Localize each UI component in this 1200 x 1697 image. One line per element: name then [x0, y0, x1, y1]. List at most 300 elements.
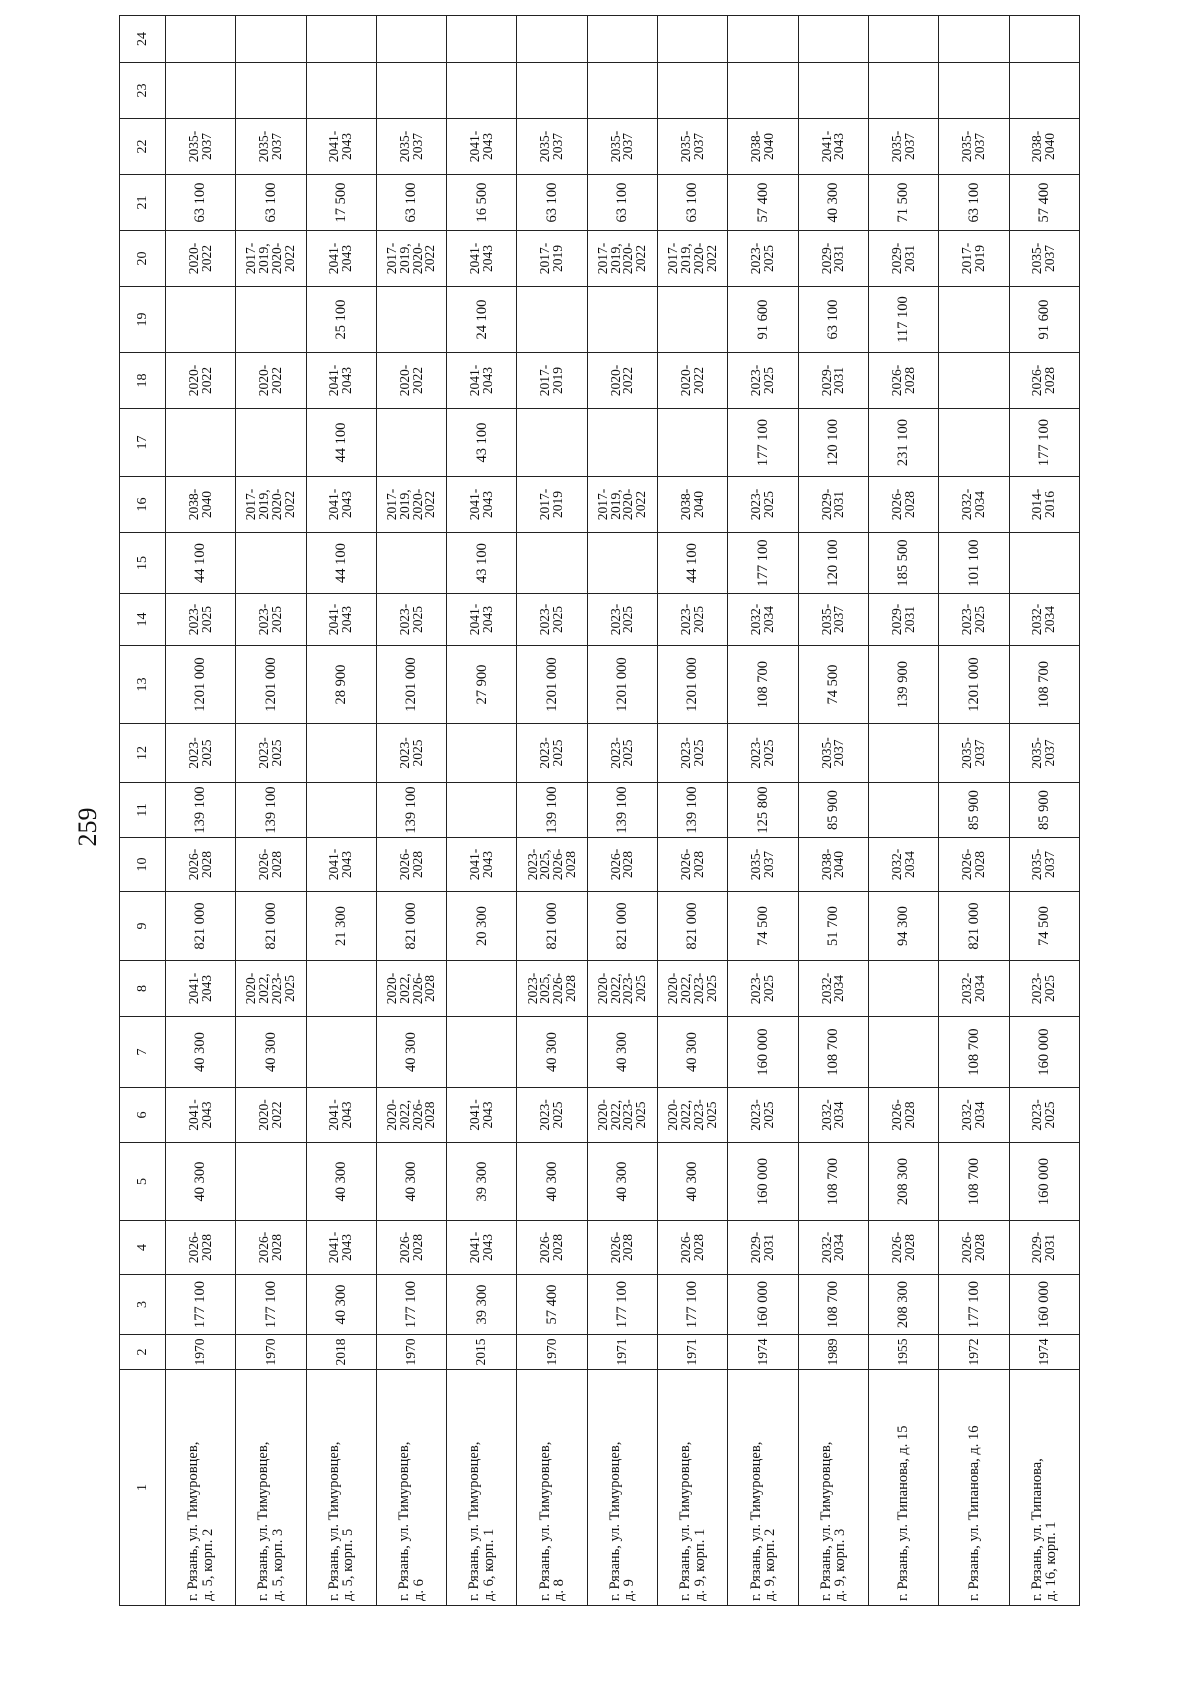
table-cell: 57 400	[517, 1275, 587, 1335]
table-cell: 2038- 2040	[1009, 119, 1079, 175]
address-cell: г. Рязань, ул. Тимуровцев, д. 9, корп. 3	[798, 1370, 868, 1606]
table-cell	[939, 16, 1009, 63]
table-row	[1009, 16, 1079, 1606]
table-cell: 2041- 2043	[306, 119, 376, 175]
table-cell: 43 100	[447, 409, 517, 477]
table-cell: 2026- 2028	[166, 1221, 236, 1275]
table-cell: 2023- 2025	[728, 724, 798, 783]
table-cell: 2035- 2037	[658, 119, 728, 175]
table-cell: 91 600	[1009, 287, 1079, 353]
address-cell: г. Рязань, ул. Тимуровцев, д. 5, корп. 2	[166, 1370, 236, 1606]
table-cell: 108 700	[939, 1017, 1009, 1088]
column-header: 20	[120, 231, 166, 287]
column-header: 11	[120, 783, 166, 838]
table-cell: 2026- 2028	[376, 838, 446, 892]
table-cell	[1009, 533, 1079, 594]
table-row	[517, 16, 587, 1606]
table-cell: 108 700	[798, 1275, 868, 1335]
table-cell: 40 300	[517, 1143, 587, 1221]
address-cell: г. Рязань, ул. Типанова, д. 16	[939, 1370, 1009, 1606]
table-cell: 2038- 2040	[658, 477, 728, 533]
column-header: 3	[120, 1275, 166, 1335]
table-cell: 40 300	[236, 1017, 306, 1088]
table-cell	[658, 409, 728, 477]
table-cell: 2038- 2040	[166, 477, 236, 533]
table-cell: 2041- 2043	[306, 1088, 376, 1143]
address-cell: г. Рязань, ул. Тимуровцев, д. 5, корп. 5	[306, 1370, 376, 1606]
table-cell: 231 100	[868, 409, 938, 477]
table-cell	[728, 63, 798, 119]
table-cell: 2020- 2022, 2023- 2025	[236, 961, 306, 1017]
table-cell: 108 700	[728, 646, 798, 724]
table-cell	[587, 409, 657, 477]
table-cell	[517, 287, 587, 353]
table-cell: 2017- 2019	[939, 231, 1009, 287]
table-cell	[868, 1017, 938, 1088]
table-cell: 2023- 2025	[517, 594, 587, 646]
table-cell: 2026- 2028	[868, 477, 938, 533]
table-cell	[376, 287, 446, 353]
table-cell: 2038- 2040	[798, 838, 868, 892]
table-cell: 94 300	[868, 892, 938, 961]
table-cell: 177 100	[587, 1275, 657, 1335]
table-row	[587, 16, 657, 1606]
table-cell: 2017- 2019, 2020- 2022	[236, 231, 306, 287]
table-cell: 2020- 2022	[166, 353, 236, 409]
table-cell: 2035- 2037	[517, 119, 587, 175]
column-header: 12	[120, 724, 166, 783]
table-cell: 2020- 2022	[587, 353, 657, 409]
table-cell: 2020- 2022, 2023- 2025	[658, 961, 728, 1017]
table-cell: 2023- 2025, 2026- 2028	[517, 961, 587, 1017]
table-cell	[728, 16, 798, 63]
table-cell: 2023- 2025	[517, 1088, 587, 1143]
table-cell: 108 700	[798, 1143, 868, 1221]
table-cell: 2017- 2019, 2020- 2022	[587, 231, 657, 287]
table-cell	[306, 63, 376, 119]
table-cell: 208 300	[868, 1275, 938, 1335]
table-cell: 2023- 2025	[517, 724, 587, 783]
table-cell: 1970	[166, 1335, 236, 1370]
table-cell: 17 500	[306, 175, 376, 231]
table-cell: 44 100	[166, 533, 236, 594]
page-number: 259	[73, 807, 102, 847]
column-header: 4	[120, 1221, 166, 1275]
table-cell: 2041- 2043	[166, 961, 236, 1017]
table-cell: 2018	[306, 1335, 376, 1370]
table-cell	[1009, 63, 1079, 119]
table-row	[658, 16, 728, 1606]
table-cell: 108 700	[1009, 646, 1079, 724]
table-cell: 120 100	[798, 409, 868, 477]
table-cell: 2017- 2019	[517, 231, 587, 287]
table-row	[868, 16, 938, 1606]
table-cell	[447, 63, 517, 119]
table-cell: 2020- 2022	[658, 353, 728, 409]
table-cell	[306, 724, 376, 783]
table-cell	[236, 287, 306, 353]
address-cell: г. Рязань, ул. Тимуровцев, д. 9, корп. 1	[658, 1370, 728, 1606]
address-cell: г. Рязань, ул. Типанова, д. 15	[868, 1370, 938, 1606]
table-cell: 2029- 2031	[798, 477, 868, 533]
table-cell: 1974	[1009, 1335, 1079, 1370]
table-cell: 74 500	[1009, 892, 1079, 961]
table-cell	[236, 1143, 306, 1221]
table-cell: 40 300	[798, 175, 868, 231]
table-cell: 2020- 2022	[236, 353, 306, 409]
table-cell: 139 900	[868, 646, 938, 724]
table-cell: 1201 000	[658, 646, 728, 724]
table-cell: 2041- 2043	[447, 1088, 517, 1143]
table-cell: 2041- 2043	[306, 594, 376, 646]
table-cell: 2035- 2037	[798, 724, 868, 783]
table-cell: 177 100	[728, 409, 798, 477]
table-cell	[868, 63, 938, 119]
table-cell: 2023- 2025	[1009, 961, 1079, 1017]
table-cell: 1989	[798, 1335, 868, 1370]
address-cell: г. Рязань, ул. Тимуровцев, д. 5, корп. 3	[236, 1370, 306, 1606]
table-cell: 2041- 2043	[306, 231, 376, 287]
table-cell: 2041- 2043	[447, 353, 517, 409]
table-cell: 2023- 2025	[587, 724, 657, 783]
table-cell: 821 000	[166, 892, 236, 961]
table-cell: 2026- 2028	[868, 353, 938, 409]
table-cell: 139 100	[376, 783, 446, 838]
column-header: 17	[120, 409, 166, 477]
table-cell: 2023- 2025, 2026- 2028	[517, 838, 587, 892]
address-cell: г. Рязань, ул. Типанова, д. 16, корп. 1	[1009, 1370, 1079, 1606]
table-cell: 2017- 2019, 2020- 2022	[587, 477, 657, 533]
table-cell: 177 100	[658, 1275, 728, 1335]
table-cell: 2014- 2016	[1009, 477, 1079, 533]
table-cell: 63 100	[376, 175, 446, 231]
table-cell: 2035- 2037	[798, 594, 868, 646]
table-cell: 2032- 2034	[939, 477, 1009, 533]
table-cell: 2023- 2025	[587, 594, 657, 646]
table-cell: 2015	[447, 1335, 517, 1370]
table-cell: 85 900	[939, 783, 1009, 838]
table-cell	[587, 63, 657, 119]
table-cell: 2035- 2037	[868, 119, 938, 175]
table-cell: 177 100	[236, 1275, 306, 1335]
table-cell	[306, 1017, 376, 1088]
table-cell: 2026- 2028	[868, 1221, 938, 1275]
table-row	[306, 16, 376, 1606]
table-container	[119, 32, 1080, 1606]
table-cell: 71 500	[868, 175, 938, 231]
column-header: 22	[120, 119, 166, 175]
table-cell	[1009, 16, 1079, 63]
table-cell: 2041- 2043	[306, 477, 376, 533]
table-cell	[236, 409, 306, 477]
table-cell: 2023- 2025	[236, 724, 306, 783]
table-cell: 160 000	[1009, 1275, 1079, 1335]
table-cell: 2023- 2025	[166, 724, 236, 783]
column-header: 19	[120, 287, 166, 353]
table-row	[376, 16, 446, 1606]
table-cell: 2026- 2028	[868, 1088, 938, 1143]
table-cell: 208 300	[868, 1143, 938, 1221]
table-cell: 125 800	[728, 783, 798, 838]
table-cell: 2020- 2022	[236, 1088, 306, 1143]
table-cell: 821 000	[376, 892, 446, 961]
table-cell: 2035- 2037	[236, 119, 306, 175]
table-row	[236, 16, 306, 1606]
column-header: 5	[120, 1143, 166, 1221]
table-cell: 2032- 2034	[798, 961, 868, 1017]
table-cell: 2026- 2028	[517, 1221, 587, 1275]
table-cell: 2032- 2034	[939, 961, 1009, 1017]
table-cell: 44 100	[306, 409, 376, 477]
table-cell: 40 300	[587, 1143, 657, 1221]
table-cell: 2041- 2043	[306, 353, 376, 409]
table-cell: 2023- 2025	[939, 594, 1009, 646]
table-row	[939, 16, 1009, 1606]
table-cell: 1201 000	[166, 646, 236, 724]
table-cell: 1971	[658, 1335, 728, 1370]
table-cell: 2026- 2028	[939, 838, 1009, 892]
table-cell: 139 100	[658, 783, 728, 838]
column-header: 18	[120, 353, 166, 409]
table-cell	[939, 353, 1009, 409]
table-cell: 2023- 2025	[728, 961, 798, 1017]
table-cell	[658, 16, 728, 63]
table-cell: 2020- 2022, 2023- 2025	[658, 1088, 728, 1143]
table-cell: 63 100	[798, 287, 868, 353]
table-cell: 44 100	[658, 533, 728, 594]
table-cell	[587, 16, 657, 63]
table-cell: 40 300	[658, 1017, 728, 1088]
table-cell: 139 100	[236, 783, 306, 838]
table-cell: 2035- 2037	[376, 119, 446, 175]
address-cell: г. Рязань, ул. Тимуровцев, д. 9, корп. 2	[728, 1370, 798, 1606]
table-cell: 40 300	[517, 1017, 587, 1088]
table-cell: 2029- 2031	[728, 1221, 798, 1275]
table-cell: 2032- 2034	[868, 838, 938, 892]
table-cell: 2017- 2019, 2020- 2022	[658, 231, 728, 287]
column-header: 16	[120, 477, 166, 533]
address-cell: г. Рязань, ул. Тимуровцев, д. 6	[376, 1370, 446, 1606]
table-row	[447, 16, 517, 1606]
table-cell	[236, 533, 306, 594]
table-cell: 63 100	[939, 175, 1009, 231]
table-cell: 2023- 2025	[728, 1088, 798, 1143]
table-cell: 2023- 2025	[658, 724, 728, 783]
table-cell: 2029- 2031	[868, 231, 938, 287]
table-cell: 1201 000	[587, 646, 657, 724]
column-header: 24	[120, 16, 166, 63]
table-cell	[376, 16, 446, 63]
table-cell: 2023- 2025	[376, 724, 446, 783]
table-cell: 40 300	[166, 1143, 236, 1221]
table-cell: 40 300	[376, 1017, 446, 1088]
table-cell	[798, 16, 868, 63]
table-cell: 2041- 2043	[447, 594, 517, 646]
table-cell: 177 100	[1009, 409, 1079, 477]
table-cell: 2026- 2028	[236, 1221, 306, 1275]
table-cell	[868, 783, 938, 838]
column-header: 7	[120, 1017, 166, 1088]
table-cell	[376, 63, 446, 119]
table-cell: 2020- 2022, 2023- 2025	[587, 1088, 657, 1143]
table-cell: 2026- 2028	[1009, 353, 1079, 409]
table-cell: 2035- 2037	[166, 119, 236, 175]
table-cell	[166, 409, 236, 477]
table-cell: 2023- 2025	[728, 477, 798, 533]
table-cell: 177 100	[939, 1275, 1009, 1335]
table-cell	[306, 961, 376, 1017]
table-cell: 2020- 2022, 2026- 2028	[376, 1088, 446, 1143]
table-cell	[658, 63, 728, 119]
table-cell: 91 600	[728, 287, 798, 353]
column-header: 2	[120, 1335, 166, 1370]
column-header: 13	[120, 646, 166, 724]
table-cell: 20 300	[447, 892, 517, 961]
table-cell: 63 100	[658, 175, 728, 231]
table-cell: 16 500	[447, 175, 517, 231]
table-cell: 2020- 2022	[376, 353, 446, 409]
table-cell: 2026- 2028	[587, 1221, 657, 1275]
table-cell	[166, 287, 236, 353]
address-cell: г. Рязань, ул. Тимуровцев, д. 6, корп. 1	[447, 1370, 517, 1606]
table-cell: 2026- 2028	[939, 1221, 1009, 1275]
table-cell: 44 100	[306, 533, 376, 594]
table-cell: 63 100	[166, 175, 236, 231]
table-cell: 160 000	[1009, 1017, 1079, 1088]
table-cell: 2035- 2037	[1009, 724, 1079, 783]
table-cell: 160 000	[728, 1143, 798, 1221]
table-cell	[447, 724, 517, 783]
table-cell: 43 100	[447, 533, 517, 594]
table-cell: 63 100	[517, 175, 587, 231]
table-cell: 2029- 2031	[868, 594, 938, 646]
data-table	[119, 15, 1080, 1606]
table-cell	[376, 533, 446, 594]
table-cell: 2032- 2034	[1009, 594, 1079, 646]
table-cell: 40 300	[306, 1143, 376, 1221]
table-cell: 821 000	[517, 892, 587, 961]
table-cell: 2023- 2025	[236, 594, 306, 646]
table-cell	[517, 409, 587, 477]
column-header: 14	[120, 594, 166, 646]
table-cell: 2035- 2037	[1009, 231, 1079, 287]
table-cell: 139 100	[166, 783, 236, 838]
table-cell	[517, 63, 587, 119]
table-cell: 2026- 2028	[166, 838, 236, 892]
table-cell	[939, 409, 1009, 477]
table-cell	[306, 16, 376, 63]
table-cell	[587, 533, 657, 594]
table-cell: 821 000	[236, 892, 306, 961]
column-header: 1	[120, 1370, 166, 1606]
table-cell: 39 300	[447, 1143, 517, 1221]
table-cell	[939, 63, 1009, 119]
table-cell: 2035- 2037	[939, 724, 1009, 783]
table-cell: 1970	[236, 1335, 306, 1370]
table-cell	[868, 16, 938, 63]
table-cell: 63 100	[236, 175, 306, 231]
table-cell: 40 300	[166, 1017, 236, 1088]
address-cell: г. Рязань, ул. Тимуровцев, д. 9	[587, 1370, 657, 1606]
table-cell: 2041- 2043	[447, 477, 517, 533]
table-cell: 2026- 2028	[236, 838, 306, 892]
table-cell: 2041- 2043	[798, 119, 868, 175]
table-cell: 1955	[868, 1335, 938, 1370]
table-cell	[587, 287, 657, 353]
table-cell: 25 100	[306, 287, 376, 353]
table-cell: 40 300	[306, 1275, 376, 1335]
table-cell	[517, 16, 587, 63]
table-cell: 2023- 2025	[166, 594, 236, 646]
table-cell: 39 300	[447, 1275, 517, 1335]
table-cell: 2017- 2019	[517, 477, 587, 533]
table-cell: 2023- 2025	[658, 594, 728, 646]
table-cell: 1970	[376, 1335, 446, 1370]
table-cell: 57 400	[1009, 175, 1079, 231]
table-cell	[236, 63, 306, 119]
table-cell: 63 100	[587, 175, 657, 231]
table-cell: 2026- 2028	[587, 838, 657, 892]
table-cell	[447, 783, 517, 838]
table-cell: 2023- 2025	[728, 231, 798, 287]
table-cell	[166, 16, 236, 63]
table-cell: 1971	[587, 1335, 657, 1370]
table-cell: 2023- 2025	[728, 353, 798, 409]
table-cell: 160 000	[1009, 1143, 1079, 1221]
column-header: 21	[120, 175, 166, 231]
table-cell	[236, 16, 306, 63]
table-cell: 2026- 2028	[376, 1221, 446, 1275]
table-row	[728, 16, 798, 1606]
table-cell: 2029- 2031	[798, 353, 868, 409]
table-cell: 177 100	[728, 533, 798, 594]
table-cell	[376, 409, 446, 477]
table-cell: 2035- 2037	[728, 838, 798, 892]
table-cell: 2041- 2043	[447, 1221, 517, 1275]
table-cell: 177 100	[376, 1275, 446, 1335]
table-cell	[447, 1017, 517, 1088]
table-cell: 28 900	[306, 646, 376, 724]
table-cell: 160 000	[728, 1275, 798, 1335]
column-header: 8	[120, 961, 166, 1017]
table-cell: 85 900	[798, 783, 868, 838]
table-cell: 2026- 2028	[658, 1221, 728, 1275]
table-cell: 120 100	[798, 533, 868, 594]
table-cell: 2041- 2043	[447, 838, 517, 892]
table-cell: 2020- 2022, 2023- 2025	[587, 961, 657, 1017]
table-cell: 2041- 2043	[166, 1088, 236, 1143]
table-row	[798, 16, 868, 1606]
table-cell: 74 500	[798, 646, 868, 724]
column-header: 9	[120, 892, 166, 961]
table-cell: 185 500	[868, 533, 938, 594]
table-cell: 21 300	[306, 892, 376, 961]
table-cell: 51 700	[798, 892, 868, 961]
table-cell: 2020- 2022, 2026- 2028	[376, 961, 446, 1017]
table-cell: 2035- 2037	[1009, 838, 1079, 892]
table-cell: 74 500	[728, 892, 798, 961]
table-cell: 2032- 2034	[798, 1088, 868, 1143]
table-cell: 177 100	[166, 1275, 236, 1335]
table-cell: 2041- 2043	[306, 1221, 376, 1275]
table-cell: 1201 000	[376, 646, 446, 724]
table-cell: 2041- 2043	[447, 119, 517, 175]
table-cell: 1201 000	[236, 646, 306, 724]
table-cell: 2020- 2022	[166, 231, 236, 287]
table-cell: 1970	[517, 1335, 587, 1370]
table-body	[166, 16, 1080, 1606]
table-cell: 1201 000	[517, 646, 587, 724]
